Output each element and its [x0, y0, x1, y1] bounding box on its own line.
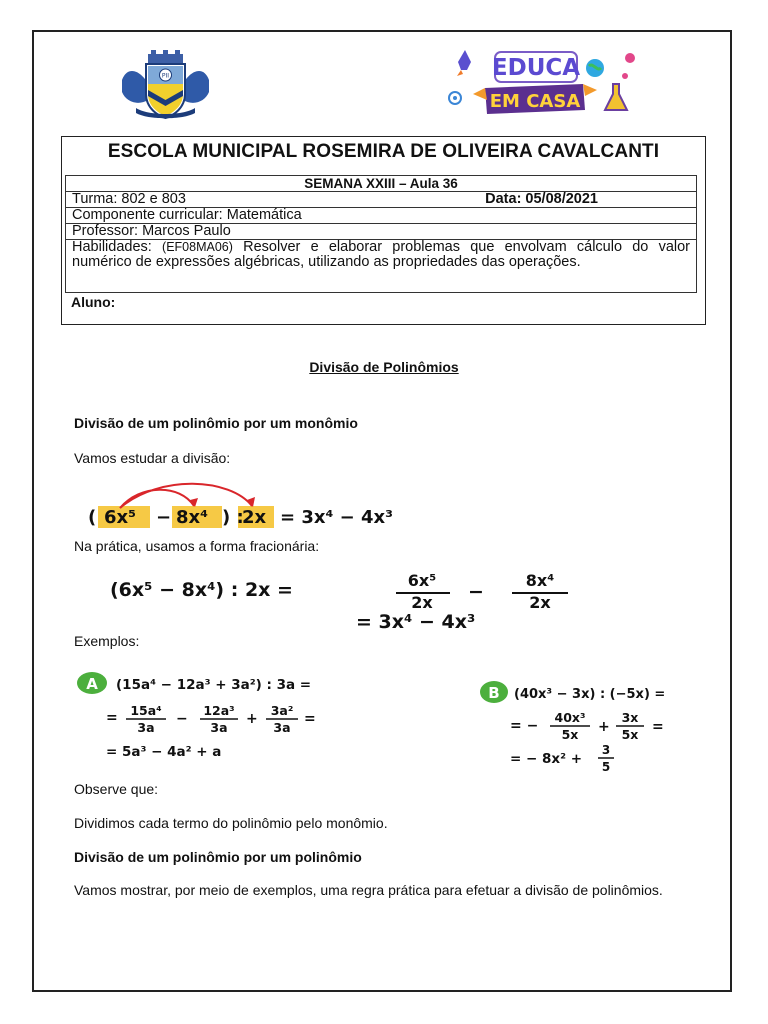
eq1-divisor: 2x [242, 507, 267, 528]
exA-line3: = 5a³ − 4a² + a [106, 744, 222, 760]
eq1-minus: − [156, 507, 172, 528]
section2-heading: Divisão de um polinômio por um polinômio [74, 849, 362, 865]
eq2-num1: 6x⁵ [407, 571, 437, 590]
exA-line1: (15a⁴ − 12a³ + 3a²) : 3a = [116, 677, 312, 693]
practice-text: Na prática, usamos a forma fracionária: [74, 538, 320, 554]
equation-fractional-form [100, 568, 600, 632]
exA-f3n: 3a² [270, 703, 294, 718]
eq1-close: ) : [222, 507, 244, 528]
exB-plus: + [598, 719, 610, 735]
exA-plus: + [246, 711, 258, 727]
examples-label: Exemplos: [74, 633, 140, 649]
exA-f1d: 3a [137, 720, 155, 735]
week-lesson: SEMANA XXIII – Aula 36 [66, 176, 697, 192]
explain-text: Dividimos cada termo do polinômio pelo monômio. [74, 815, 388, 831]
header-info-box [61, 136, 706, 325]
exB-f1n: 40x³ [554, 710, 586, 725]
exA-eq: = [106, 710, 118, 726]
date: Data: 05/08/2021 [485, 191, 598, 207]
component: Componente curricular: Matemática [66, 208, 697, 224]
info-table [65, 175, 697, 293]
eq2-den1: 2x [411, 593, 433, 612]
badge-b: B [488, 684, 500, 702]
skills-code: (EF08MA06) [162, 240, 233, 254]
exA-f2d: 3a [210, 720, 228, 735]
intro-text: Vamos estudar a divisão: [74, 450, 231, 466]
eq2-num2: 8x⁴ [525, 571, 555, 590]
educa-logo-text: EDUCA [491, 55, 581, 81]
eq2-minus: − [468, 581, 484, 603]
exA-f2n: 12a³ [203, 703, 235, 718]
exB-f2n: 3x [621, 710, 639, 725]
skills-label: Habilidades: [72, 239, 152, 255]
eq1-result: = 3x⁴ − 4x³ [280, 507, 394, 528]
skills-cell [66, 240, 697, 293]
school-crest-logo [118, 50, 213, 120]
exB-line1: (40x³ − 3x) : (−5x) = [514, 687, 666, 702]
exB-eq-minus: = − [510, 718, 539, 734]
page-title: Divisão de Polinômios [309, 359, 459, 375]
teacher: Professor: Marcos Paulo [66, 224, 697, 240]
exB-f2d: 5x [621, 727, 639, 742]
arrow-curve-2 [120, 484, 252, 508]
crest-text: PII [161, 72, 170, 80]
eq1-open: ( [88, 507, 97, 528]
turma-row [66, 192, 697, 208]
skills-text: Resolver e elaborar problemas que envolvam cálculo do valor numérico de expressões algébricas, utilizando as propriedades das operações. [72, 239, 691, 270]
exA-minus: − [176, 711, 188, 727]
school-name: ESCOLA MUNICIPAL ROSEMIRA DE OLIVEIRA CAVALCANTI [107, 141, 660, 162]
eq1-term1: 6x⁵ [104, 507, 137, 528]
exA-f1n: 15a⁴ [130, 703, 162, 718]
exB-f3d: 5 [601, 760, 611, 774]
observe-text: Observe que: [74, 781, 159, 797]
turma: Turma: 802 e 803 [72, 191, 186, 207]
section1-heading: Divisão de um polinômio por um monômio [74, 415, 358, 431]
exB-eq2: = [652, 719, 664, 735]
example-a [76, 668, 346, 768]
exB-f3n: 3 [601, 743, 611, 757]
em-casa-logo-text: EM CASA [489, 91, 581, 112]
educa-em-casa-logo [445, 46, 640, 118]
exA-eq2: = [304, 711, 316, 727]
eq2-lhs: (6x⁵ − 8x⁴) : 2x = [110, 579, 293, 601]
eq2-den2: 2x [529, 593, 551, 612]
example-b [480, 678, 680, 778]
section2-text: Vamos mostrar, por meio de exemplos, uma regra prática para efetuar a divisão de polinômios. [74, 882, 663, 898]
equation-division-example [80, 478, 440, 530]
student-label: Aluno: [71, 294, 116, 310]
exA-f3d: 3a [273, 720, 291, 735]
badge-a: A [86, 675, 98, 693]
eq2-line2: = 3x⁴ − 4x³ [356, 611, 476, 632]
exB-line3a: = − 8x² + [510, 751, 583, 767]
eq1-term2: 8x⁴ [176, 507, 209, 528]
exB-f1d: 5x [561, 727, 579, 742]
